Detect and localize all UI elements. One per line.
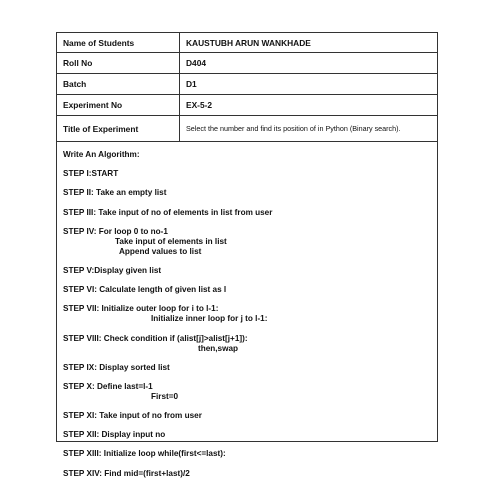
experiment-title-label: Title of Experiment xyxy=(57,116,180,142)
step-4: STEP IV: For loop 0 to no-1 xyxy=(63,226,168,236)
table-row xyxy=(57,33,437,53)
algorithm-section xyxy=(57,142,437,479)
table-row xyxy=(57,53,437,74)
step-4-line-2: Take input of elements in list xyxy=(115,236,227,246)
step-14: STEP XIV: Find mid=(first+last)/2 xyxy=(63,468,190,478)
table-row xyxy=(57,116,437,142)
step-8: STEP VIII: Check condition if (alist[j]>alist[j+1]): xyxy=(63,333,248,343)
experiment-no-label: Experiment No xyxy=(57,95,180,116)
student-info-table xyxy=(57,33,437,142)
step-5: STEP V:Display given list xyxy=(63,265,162,275)
table-row xyxy=(57,74,437,95)
batch-label: Batch xyxy=(57,74,180,95)
roll-label: Roll No xyxy=(57,53,180,74)
step-9: STEP IX: Display sorted list xyxy=(63,362,170,372)
experiment-no-value: EX-5-2 xyxy=(180,95,438,116)
step-1: STEP I:START xyxy=(63,169,119,179)
step-13: STEP XIII: Initialize loop while(first<=last): xyxy=(63,449,226,459)
step-2: STEP II: Take an empty list xyxy=(63,188,167,198)
step-8-line-2: then,swap xyxy=(198,343,239,353)
step-10-line-2: First=0 xyxy=(151,391,179,401)
step-3: STEP III: Take input of no of elements in list from user xyxy=(63,207,273,217)
step-12: STEP XII: Display input no xyxy=(63,430,166,440)
algorithm-heading: Write An Algorithm: xyxy=(63,150,140,159)
batch-value: D1 xyxy=(180,74,438,95)
table-row xyxy=(57,95,437,116)
experiment-title-value: Select the number and find its position of in Python (Binary search). xyxy=(180,116,438,142)
step-7-line-2: Initialize inner loop for j to l-1: xyxy=(151,314,268,324)
experiment-sheet xyxy=(56,32,438,478)
step-7: STEP VII: Initialize outer loop for i to l-1: xyxy=(63,304,219,314)
name-value: KAUSTUBH ARUN WANKHADE xyxy=(180,33,438,53)
name-label: Name of Students xyxy=(57,33,180,53)
step-6: STEP VI: Calculate length of given list as l xyxy=(63,285,227,295)
roll-value: D404 xyxy=(180,53,438,74)
step-11: STEP XI: Take input of no from user xyxy=(63,411,202,421)
step-4-line-3: Append values to list xyxy=(119,246,202,256)
step-10: STEP X: Define last=l-1 xyxy=(63,381,153,391)
